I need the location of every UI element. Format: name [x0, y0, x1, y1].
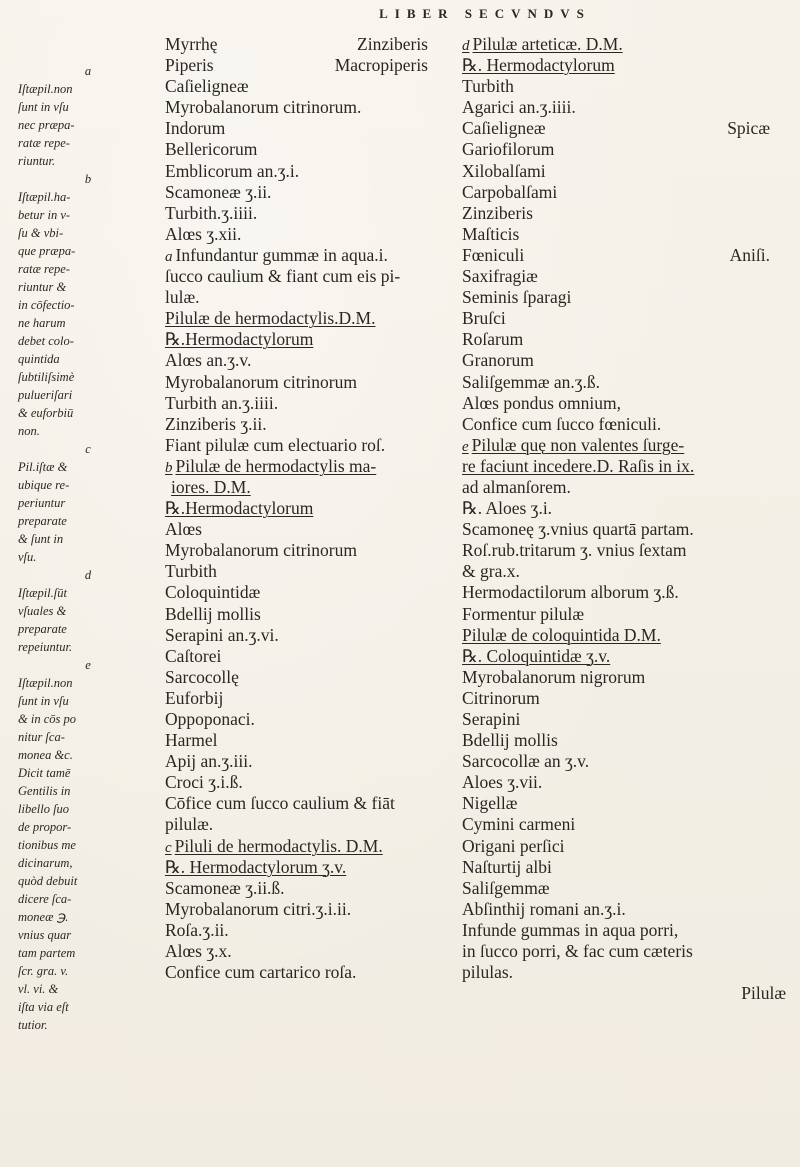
line-text: Oppoponaci. [165, 709, 255, 729]
line-text: Myrobalanorum citri.ʒ.i.ii. [165, 898, 352, 919]
line-text: Roſ.rub.tritarum ʒ. vnius ſextam [462, 540, 687, 561]
line-text: Turbith [165, 561, 217, 582]
gloss-marker: a [84, 64, 92, 78]
line-text: Alœs [165, 519, 202, 540]
text-line [462, 878, 792, 899]
recipe-heading-line [462, 646, 792, 667]
recipe-heading-line [165, 836, 450, 857]
line-text: Maſticis [462, 223, 520, 244]
text-line [462, 118, 792, 139]
line-text: Xilobalſami [462, 160, 546, 181]
line-text: Myrobalanorum citrinorum. [165, 97, 362, 118]
text-line [165, 245, 450, 266]
recipe-heading-line [165, 308, 450, 329]
line-text: Scamoneæ ʒ.ii.ß. [165, 877, 285, 898]
text-line [462, 772, 792, 793]
text-line [165, 814, 450, 835]
text-line [165, 224, 450, 245]
text-line [462, 76, 792, 97]
line-text: Sarcocollæ an ʒ.v. [462, 751, 590, 772]
text-line [165, 582, 450, 603]
line-text-second: Aniſi. [729, 244, 770, 265]
gloss-marker: d [84, 568, 92, 582]
line-text: Infundantur gummæ in aqua.i. [175, 244, 388, 265]
line-text: Serapini an.ʒ.vi. [165, 624, 279, 645]
text-line [165, 393, 450, 414]
line-text: Origani perſici [462, 835, 565, 856]
text-line [462, 730, 792, 751]
line-text: Myrobalanorum citrinorum [165, 371, 357, 392]
text-line [165, 772, 450, 793]
line-text: Sarcocollę [165, 666, 239, 687]
text-line [462, 709, 792, 730]
recipe-heading-line [165, 477, 450, 498]
line-text: Coloquintidæ [165, 582, 261, 603]
text-line [165, 688, 450, 709]
line-text: Agarici an.ʒ.iiii. [462, 97, 576, 118]
text-line [165, 920, 450, 941]
text-line [462, 245, 792, 266]
recipe-heading-line [165, 329, 450, 350]
line-text: Saliſgemmæ [462, 877, 550, 898]
text-line [165, 646, 450, 667]
line-text: Confice cum cartarico roſa. [165, 962, 357, 983]
text-line [462, 393, 792, 414]
line-text: ℞. Coloquintidæ ʒ.v. [462, 645, 611, 666]
text-line [165, 182, 450, 203]
text-line [462, 814, 792, 835]
marginal-gloss [18, 62, 158, 1034]
text-line [462, 920, 792, 941]
line-text: Zinziberis [462, 202, 533, 223]
text-line [165, 941, 450, 962]
line-text: Scamoneę ʒ.vnius quartā partam. [462, 519, 694, 540]
text-line [462, 962, 792, 983]
text-line [165, 55, 450, 76]
line-text: Cymini carmeni [462, 814, 576, 835]
line-text: Myrobalanorum nigrorum [462, 666, 646, 687]
gloss-note: Iſtæpil.ſūt vſuales & preparate repeiuntur. [18, 586, 73, 654]
line-text: Indorum [165, 118, 226, 139]
text-line [462, 604, 792, 625]
text-line [462, 161, 792, 182]
text-line [165, 604, 450, 625]
recipe-heading-line [462, 435, 792, 456]
text-line [165, 203, 450, 224]
text-line [165, 667, 450, 688]
text-line [462, 97, 792, 118]
text-line [165, 561, 450, 582]
recipe-heading-line [462, 55, 792, 76]
line-text-second: Macropiperis [334, 55, 428, 76]
text-line [165, 540, 450, 561]
line-text: Citrinorum [462, 687, 540, 708]
line-text: iores. D.M. [171, 476, 251, 497]
text-line [165, 751, 450, 772]
gloss-reference-mark: d [462, 38, 470, 54]
text-line [165, 878, 450, 899]
text-line [165, 118, 450, 139]
line-text: Harmel [165, 730, 218, 751]
running-header-text: LIBER SECVNDVS [379, 6, 591, 21]
line-text: Pilulæ arteticæ. D.M. [472, 34, 623, 54]
gloss-marker: e [85, 658, 91, 672]
line-text: Caſieligneæ [165, 76, 249, 97]
text-line [165, 34, 450, 55]
gloss-reference-mark: b [165, 459, 173, 476]
text-line [462, 498, 792, 519]
gloss-note: Iſtæpil.non ſunt in vſu & in cōs po nitur ſca- monea &c. Dicit tamē Gentilis in libello ſuo de propor- tionibus me dicinarum, quòd debuit dicere ſca- moneæ ℈. vnius quar tam partem ſcr. gra. v. vl. vi. & iſta via eſt tutior. [18, 676, 78, 1032]
text-line [462, 857, 792, 878]
line-text: Alœs ʒ.xii. [165, 223, 242, 244]
text-line [165, 435, 450, 456]
text-line [165, 414, 450, 435]
text-line [462, 793, 792, 814]
text-line [165, 161, 450, 182]
line-text: Croci ʒ.i.ß. [165, 772, 243, 793]
gloss-note: Pil.iſtæ & ubique re- periuntur preparate & ſunt in vſu. [18, 460, 70, 564]
running-header [0, 6, 800, 22]
line-text: Roſarum [462, 329, 524, 350]
line-text: Alœs pondus omnium, [462, 392, 621, 413]
text-line [165, 287, 450, 308]
text-line [462, 350, 792, 371]
text-line [462, 519, 792, 540]
line-text: ℞. Aloes ʒ.i. [462, 498, 553, 519]
line-text: & gra.x. [462, 561, 520, 582]
gloss-reference-mark: c [165, 839, 172, 856]
line-text: Scamoneæ ʒ.ii. [165, 181, 272, 202]
line-text: Fiant pilulæ cum electuario roſ. [165, 434, 386, 455]
line-text: ad almanſorem. [462, 476, 571, 497]
line-text: Formentur pilulæ [462, 603, 585, 624]
gloss-marker: c [85, 442, 91, 456]
line-text: Seminis ſparagi [462, 287, 572, 308]
line-text: Cōfice cum ſucco caulium & fiāt [165, 793, 395, 814]
text-line [165, 350, 450, 371]
text-line [462, 224, 792, 245]
text-line [462, 477, 792, 498]
text-line [165, 139, 450, 160]
line-text: Zinziberis ʒ.ii. [165, 413, 267, 434]
line-text: Saliſgemmæ an.ʒ.ß. [462, 371, 601, 392]
text-line [165, 76, 450, 97]
line-text: Alœs an.ʒ.v. [165, 350, 252, 371]
line-text: Gariofilorum [462, 139, 555, 160]
recipe-heading-line [462, 34, 792, 55]
line-text: Pilulæ de coloquintida D.M. [462, 624, 661, 645]
text-line [462, 899, 792, 920]
recipe-heading-line [165, 857, 450, 878]
gloss-note: Iſtæpil.non ſunt in vſu nec præpa- ratæ repe- riuntur. [18, 82, 75, 168]
right-text-column [462, 34, 792, 1004]
text-line [165, 793, 450, 814]
text-line [462, 329, 792, 350]
line-text: Granorum [462, 350, 534, 371]
text-line [462, 667, 792, 688]
text-line [462, 414, 792, 435]
line-text: Roſa.ʒ.ii. [165, 919, 229, 940]
line-text: lulæ. [165, 287, 200, 308]
line-text: Aloes ʒ.vii. [462, 772, 543, 793]
text-line [462, 836, 792, 857]
line-text: Myrobalanorum citrinorum [165, 540, 357, 561]
line-text: Hermodactilorum alborum ʒ.ß. [462, 582, 679, 603]
text-line [165, 709, 450, 730]
left-text-column [165, 34, 450, 983]
line-text: Turbith an.ʒ.iiii. [165, 392, 279, 413]
line-text: Turbith.ʒ.iiii. [165, 202, 258, 223]
line-text: ℞. Hermodactylorum ʒ.v. [165, 856, 347, 877]
text-line [462, 582, 792, 603]
text-line [462, 266, 792, 287]
line-text: Pilulæ de hermodactylis.D.M. [165, 308, 376, 329]
line-text: in ſucco porri, & fac cum cæteris [462, 941, 693, 962]
line-text: Alœs ʒ.x. [165, 941, 232, 962]
text-line [462, 287, 792, 308]
line-text: ℞.Hermodactylorum [165, 498, 314, 519]
line-text: Bellericorum [165, 139, 258, 160]
gloss-reference-mark: e [462, 438, 469, 455]
line-text: Emblicorum an.ʒ.i. [165, 160, 300, 181]
text-line [165, 97, 450, 118]
text-line [165, 962, 450, 983]
recipe-heading-line [165, 498, 450, 519]
text-line [165, 730, 450, 751]
line-text: Fœniculi [462, 244, 525, 265]
line-text: Saxifragiæ [462, 266, 538, 287]
line-text: Euforbij [165, 687, 224, 708]
line-text: Naſturtij albi [462, 856, 552, 877]
text-line [165, 899, 450, 920]
text-line [462, 139, 792, 160]
line-text: Bdellij mollis [165, 603, 261, 624]
text-line [462, 203, 792, 224]
line-text: Serapini [462, 709, 521, 729]
line-text: pilulas. [462, 962, 514, 983]
text-line [462, 941, 792, 962]
text-line [462, 308, 792, 329]
gloss-note: Iſtæpil.ha- betur in v- ſu & vbi- que præpa- ratæ repe- riuntur & in cōfectio- ne harum debet colo- quintida ſubtiliſsimè pulueriſari & euforbiū non. [18, 190, 76, 438]
text-line [462, 540, 792, 561]
recipe-heading-line [165, 456, 450, 477]
text-line [165, 625, 450, 646]
line-text: Caſieligneæ [462, 118, 546, 139]
line-text: Piluli de hermodactylis. D.M. [174, 835, 383, 856]
recipe-heading-line [462, 456, 792, 477]
line-text: Nigellæ [462, 793, 518, 814]
line-text: Bruſci [462, 308, 506, 329]
line-text: Piperis [165, 55, 214, 76]
line-text: Confice cum ſucco fœniculi. [462, 413, 662, 434]
line-text: Pilulæ [741, 983, 786, 1004]
line-text-second: Zinziberis [357, 34, 428, 54]
line-text: Caſtorei [165, 645, 222, 666]
recipe-heading-line [462, 625, 792, 646]
text-line [165, 372, 450, 393]
line-text: pilulæ. [165, 814, 214, 835]
line-text: Myrrhę [165, 34, 218, 54]
line-text: Turbith [462, 76, 514, 97]
line-text: ℞.Hermodactylorum [165, 329, 314, 350]
line-text: ſucco caulium & fiant cum eis pi- [165, 266, 401, 287]
text-line [462, 561, 792, 582]
catchword [462, 983, 792, 1004]
line-text: Carpobalſami [462, 181, 558, 202]
line-text: Bdellij mollis [462, 730, 558, 751]
line-text: Infunde gummas in aqua porri, [462, 919, 679, 940]
line-text: Pilulæ quę non valentes ſurge- [471, 434, 685, 455]
text-line [462, 372, 792, 393]
text-line [165, 519, 450, 540]
line-text-second: Spicæ [727, 118, 770, 139]
gloss-marker: b [84, 172, 92, 186]
line-text: Pilulæ de hermodactylis ma- [175, 455, 377, 476]
line-text: ℞. Hermodactylorum [462, 55, 615, 76]
line-text: Apij an.ʒ.iii. [165, 751, 253, 772]
text-line [462, 751, 792, 772]
line-text: re faciunt incedere.D. Raſis in ix. [462, 455, 695, 476]
text-line [462, 182, 792, 203]
text-line [462, 688, 792, 709]
gloss-reference-mark: a [165, 248, 173, 265]
text-line [165, 266, 450, 287]
line-text: Abſinthij romani an.ʒ.i. [462, 898, 626, 919]
